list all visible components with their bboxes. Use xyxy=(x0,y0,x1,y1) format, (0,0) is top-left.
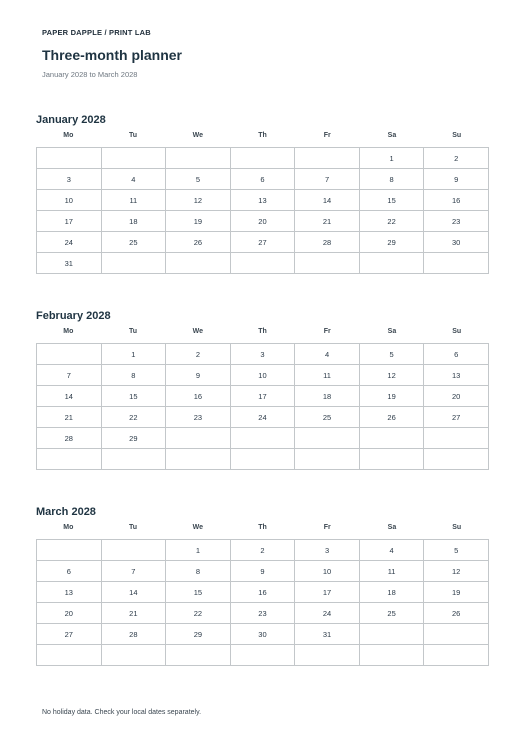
day-cell: 19 xyxy=(359,386,424,407)
day-cell: 12 xyxy=(424,561,489,582)
day-cell: 24 xyxy=(37,232,102,253)
day-cell: 20 xyxy=(37,603,102,624)
weekday-label: Tu xyxy=(129,524,138,531)
week-row xyxy=(37,169,489,190)
weekday-header-row xyxy=(36,132,489,139)
day-cell: 3 xyxy=(37,169,102,190)
day-cell: 18 xyxy=(359,582,424,603)
day-cell: 15 xyxy=(166,582,231,603)
day-cell xyxy=(359,624,424,645)
day-cell xyxy=(37,344,102,365)
weekday-label: Sa xyxy=(387,328,397,335)
day-cell: 20 xyxy=(424,386,489,407)
day-cell: 16 xyxy=(230,582,295,603)
day-cell xyxy=(424,645,489,666)
day-cell xyxy=(424,624,489,645)
day-cell xyxy=(295,428,360,449)
day-cell: 24 xyxy=(295,603,360,624)
day-cell xyxy=(101,449,166,470)
day-cell: 5 xyxy=(424,540,489,561)
day-cell: 15 xyxy=(359,190,424,211)
day-cell: 14 xyxy=(295,190,360,211)
day-cell: 3 xyxy=(230,344,295,365)
day-cell: 17 xyxy=(37,211,102,232)
day-cell: 22 xyxy=(101,407,166,428)
day-cell xyxy=(295,253,360,274)
date-range-subtitle: January 2028 to March 2028 xyxy=(42,70,138,79)
day-cell: 22 xyxy=(166,603,231,624)
day-cell: 28 xyxy=(37,428,102,449)
week-row xyxy=(37,540,489,561)
day-cell: 7 xyxy=(37,365,102,386)
weekday-label: We xyxy=(192,328,203,335)
week-row xyxy=(37,253,489,274)
day-cell: 21 xyxy=(101,603,166,624)
week-row xyxy=(37,407,489,428)
day-cell xyxy=(424,428,489,449)
day-cell: 5 xyxy=(166,169,231,190)
weekday-header-row xyxy=(36,524,489,531)
day-cell: 4 xyxy=(359,540,424,561)
weekday-label: Fr xyxy=(323,328,331,335)
day-cell: 6 xyxy=(424,344,489,365)
day-cell: 26 xyxy=(424,603,489,624)
week-row xyxy=(37,386,489,407)
day-cell xyxy=(424,449,489,470)
day-cell: 9 xyxy=(166,365,231,386)
weekday-header-row xyxy=(36,328,489,335)
weekday-label: Tu xyxy=(129,132,138,139)
day-cell xyxy=(230,148,295,169)
day-cell: 25 xyxy=(359,603,424,624)
day-cell xyxy=(166,148,231,169)
day-cell: 10 xyxy=(295,561,360,582)
week-row xyxy=(37,344,489,365)
day-cell: 1 xyxy=(101,344,166,365)
week-row xyxy=(37,624,489,645)
day-cell: 28 xyxy=(101,624,166,645)
day-cell: 6 xyxy=(230,169,295,190)
weekday-label: Su xyxy=(452,524,462,531)
day-cell xyxy=(37,148,102,169)
day-cell xyxy=(230,253,295,274)
day-cell xyxy=(295,645,360,666)
day-cell xyxy=(166,449,231,470)
day-cell: 27 xyxy=(230,232,295,253)
day-cell: 26 xyxy=(359,407,424,428)
day-cell: 4 xyxy=(101,169,166,190)
day-cell: 23 xyxy=(230,603,295,624)
day-cell xyxy=(37,540,102,561)
day-cell xyxy=(166,645,231,666)
day-cell: 1 xyxy=(359,148,424,169)
day-cell xyxy=(230,645,295,666)
day-cell xyxy=(37,645,102,666)
day-cell: 25 xyxy=(295,407,360,428)
day-cell: 19 xyxy=(424,582,489,603)
day-cell: 16 xyxy=(424,190,489,211)
day-cell: 29 xyxy=(359,232,424,253)
day-cell xyxy=(166,428,231,449)
day-cell: 11 xyxy=(359,561,424,582)
day-cell: 27 xyxy=(37,624,102,645)
day-cell: 9 xyxy=(230,561,295,582)
day-cell: 26 xyxy=(166,232,231,253)
day-cell xyxy=(359,449,424,470)
day-cell: 12 xyxy=(166,190,231,211)
weekday-label: Sa xyxy=(387,132,397,139)
day-cell xyxy=(295,148,360,169)
day-cell: 22 xyxy=(359,211,424,232)
day-cell: 8 xyxy=(166,561,231,582)
day-cell: 9 xyxy=(424,169,489,190)
day-cell: 11 xyxy=(101,190,166,211)
calendar-grid xyxy=(36,539,489,666)
day-cell: 17 xyxy=(230,386,295,407)
day-cell: 17 xyxy=(295,582,360,603)
week-row xyxy=(37,428,489,449)
day-cell: 13 xyxy=(424,365,489,386)
brand-label: PAPER DAPPLE / PRINT LAB xyxy=(42,28,151,37)
weekday-label: Su xyxy=(452,132,462,139)
day-cell: 15 xyxy=(101,386,166,407)
day-cell xyxy=(359,428,424,449)
day-cell xyxy=(101,148,166,169)
weekday-label: Sa xyxy=(387,524,397,531)
week-row xyxy=(37,232,489,253)
day-cell: 21 xyxy=(37,407,102,428)
day-cell: 28 xyxy=(295,232,360,253)
day-cell: 10 xyxy=(37,190,102,211)
weekday-label: Th xyxy=(258,524,267,531)
day-cell: 2 xyxy=(166,344,231,365)
footer-note: No holiday data. Check your local dates separately. xyxy=(42,709,202,716)
calendar-grid xyxy=(36,343,489,470)
week-row xyxy=(37,365,489,386)
week-row xyxy=(37,582,489,603)
day-cell: 31 xyxy=(37,253,102,274)
week-row xyxy=(37,449,489,470)
day-cell xyxy=(37,449,102,470)
weekday-label: We xyxy=(192,524,203,531)
weekday-label: Mo xyxy=(63,132,74,139)
day-cell: 19 xyxy=(166,211,231,232)
calendar-grid xyxy=(36,147,489,274)
day-cell: 11 xyxy=(295,365,360,386)
weekday-label: Mo xyxy=(63,328,74,335)
day-cell: 14 xyxy=(101,582,166,603)
day-cell xyxy=(295,449,360,470)
day-cell: 29 xyxy=(101,428,166,449)
day-cell xyxy=(166,253,231,274)
day-cell: 8 xyxy=(101,365,166,386)
day-cell: 21 xyxy=(295,211,360,232)
day-cell: 10 xyxy=(230,365,295,386)
day-cell xyxy=(230,449,295,470)
day-cell: 16 xyxy=(166,386,231,407)
week-row xyxy=(37,603,489,624)
day-cell: 18 xyxy=(295,386,360,407)
day-cell: 31 xyxy=(295,624,360,645)
day-cell: 20 xyxy=(230,211,295,232)
weekday-label: Th xyxy=(258,328,267,335)
day-cell: 30 xyxy=(424,232,489,253)
day-cell: 23 xyxy=(166,407,231,428)
day-cell xyxy=(359,253,424,274)
day-cell: 7 xyxy=(101,561,166,582)
day-cell: 18 xyxy=(101,211,166,232)
day-cell: 13 xyxy=(230,190,295,211)
month-title: January 2028 xyxy=(36,114,106,126)
weekday-label: We xyxy=(192,132,203,139)
day-cell xyxy=(101,645,166,666)
day-cell xyxy=(230,428,295,449)
week-row xyxy=(37,645,489,666)
day-cell: 8 xyxy=(359,169,424,190)
day-cell xyxy=(101,253,166,274)
day-cell: 3 xyxy=(295,540,360,561)
day-cell: 27 xyxy=(424,407,489,428)
weekday-label: Fr xyxy=(323,132,331,139)
day-cell: 30 xyxy=(230,624,295,645)
day-cell xyxy=(101,540,166,561)
day-cell: 1 xyxy=(166,540,231,561)
day-cell: 25 xyxy=(101,232,166,253)
weekday-label: Th xyxy=(258,132,267,139)
day-cell: 2 xyxy=(230,540,295,561)
month-title: March 2028 xyxy=(36,506,96,518)
week-row xyxy=(37,190,489,211)
day-cell: 14 xyxy=(37,386,102,407)
day-cell: 7 xyxy=(295,169,360,190)
day-cell: 4 xyxy=(295,344,360,365)
weekday-label: Mo xyxy=(63,524,74,531)
day-cell: 24 xyxy=(230,407,295,428)
page-title: Three-month planner xyxy=(42,47,183,63)
week-row xyxy=(37,561,489,582)
day-cell xyxy=(359,645,424,666)
day-cell: 5 xyxy=(359,344,424,365)
week-row xyxy=(37,148,489,169)
day-cell: 2 xyxy=(424,148,489,169)
week-row xyxy=(37,211,489,232)
weekday-label: Tu xyxy=(129,328,138,335)
month-title: February 2028 xyxy=(36,310,111,322)
day-cell: 6 xyxy=(37,561,102,582)
weekday-label: Su xyxy=(452,328,462,335)
weekday-label: Fr xyxy=(323,524,331,531)
day-cell: 23 xyxy=(424,211,489,232)
day-cell: 29 xyxy=(166,624,231,645)
day-cell: 13 xyxy=(37,582,102,603)
day-cell xyxy=(424,253,489,274)
day-cell: 12 xyxy=(359,365,424,386)
